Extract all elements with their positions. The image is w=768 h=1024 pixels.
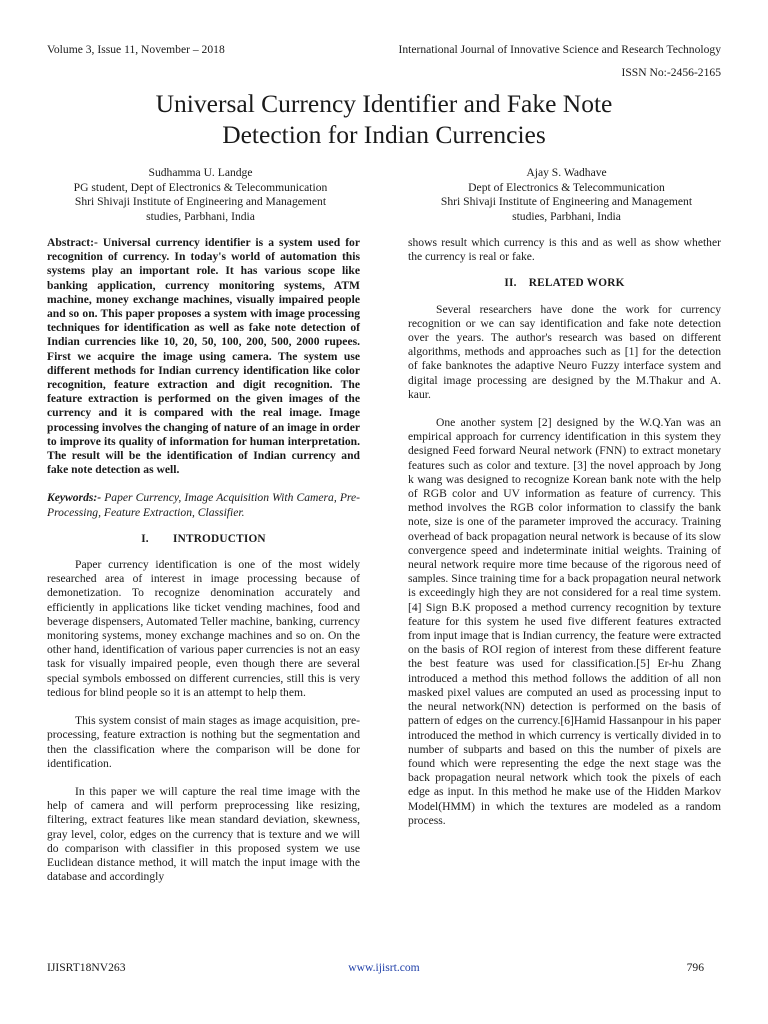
paper-title	[60, 88, 708, 150]
author-name: Ajay S. Wadhave	[526, 166, 607, 179]
paper-title-line-2: Detection for Indian Currencies	[222, 120, 546, 149]
right-column	[408, 236, 721, 828]
paper-title-line-1: Universal Currency Identifier and Fake Note	[155, 89, 613, 118]
keywords-paragraph	[47, 491, 360, 519]
body-paragraph: In this paper we will capture the real time image with the help of camera and will perform preprocessing like resizing, filtering, extract features like mean standard deviation, skewness, gray level, color, edges on the currency that is texture and we will do comparison with classifier in this proposed system we use Euclidean distance method, it will match the input image with the database and accordingly	[47, 784, 360, 884]
section-heading-related-work: II. RELATED WORK	[504, 277, 625, 290]
author-block-1	[43, 166, 358, 224]
left-column	[47, 236, 360, 884]
author-affiliation: PG student, Dept of Electronics & Telecommunication	[73, 180, 328, 194]
author-name: Sudhamma U. Landge	[148, 166, 253, 179]
keywords-label: Keywords:-	[47, 491, 102, 505]
author-affiliation: studies, Parbhani, India	[146, 209, 255, 223]
author-affiliation: Shri Shivaji Institute of Engineering and Management	[74, 195, 327, 208]
running-header-volume: Volume 3, Issue 11, November – 2018	[47, 43, 225, 56]
author-affiliation: Shri Shivaji Institute of Engineering and Management	[440, 195, 693, 208]
keywords-text: Paper Currency, Image Acquisition With Camera, Pre-Processing, Feature Extraction, Classifier.	[47, 491, 360, 519]
body-paragraph: Paper currency identification is one of the most widely researched area of interest in image processing because of demonetization. To recognize denomination accurately and efficiently in applications like ticket vending machines, food and beverage dispensers, Automated Teller machine, banking, currency monitoring systems, money exchange machines and so on. On the other hand, identification of various paper currencies is not an easy task for visually impaired people, even though there are several special symbols embossed on different currencies, still this is very tedious for blind people so it is an attempt to help them.	[47, 558, 360, 699]
body-paragraph: One another system [2] designed by the W.Q.Yan was an empirical approach for currency identification in this system they designed Feed forward Neural network (FNN) to extract monetary features such as color and texture. [3] the novel approach by Jong k wang was designed to recognize Korean bank note with the help of RGB color and UV information as feature of currency. This method involves the RGB color information to classify the bank note, size is one of the parameter improved the accuracy. Training overhead of back propagation neural network is because of its slow convergence speed and indeterminate initial weights. Training of neural network require more time because of the rigorous need of samples. Since training time for a back propagation neural network is exceedingly high they are not considered for a real time system. [4] Sign B.K proposed a method currency recognition by texture feature for this system he used five different features extracted from input image that is Indian currency, the feature were extracted on the basis of ROI region of interest from these different feature the best feature was used for classification.[5] Er-hu Zhang introduced a method this method follows the addition of all non masked pixel values are computed an used as processing input to the neural network(NN) detection is performed on the basis of pattern of edges on the currency.[6]Hamid Hassanpour in his paper introduced the method in which currency is vertically divided in to number of subparts and based on this the number of pixels are found which were representing the edge the next stage was the back propagation neural network which took the pixels of each edge as input. In this method he make use of the Hidden Markov Model(HMM) in which the textures are modeled as a random process.	[408, 416, 721, 827]
body-paragraph: Several researchers have done the work for currency recognition or we can say identification and fake note detection over the years. The author's research was based on different algorithms, methods and approaches such as [1] for the detection of fake banknotes the adaptive Neuro Fuzzy interface system and digital image processing are designed by the M.Thakur and A. kaur.	[408, 302, 721, 401]
author-affiliation: Dept of Electronics & Telecommunication	[468, 180, 665, 194]
abstract-paragraph: Abstract:- Universal currency identifier is a system used for recognition of currency. In today's world of automation this systems play an important role. It has various scope like banking application, currency monitoring systems, ATM machine, money exchange machines, visually impaired people and so on. This paper proposes a system with image processing techniques for identification as well as fake note detection of Indian currencies like 10, 20, 50, 100, 200, 500, 2000 rupees. First we acquire the image using camera. The system use different methods for Indian currency identification like color recognition, feature extraction and digit recognition. The feature extraction is performed on the given images of the currency and it is compared with the real image. Image processing involves the changing of nature of an image in order to improve its quality of information for human interpretation. The result will be the identification of Indian currency and fake note detection as well.	[47, 236, 360, 477]
section-heading-introduction: I. INTRODUCTION	[141, 532, 266, 545]
author-block-2	[409, 166, 724, 224]
page-number: 796	[686, 961, 704, 974]
footer-paper-id: IJISRT18NV263	[47, 961, 126, 974]
body-paragraph-continuation: shows result which currency is this and as well as show whether the currency is real or fake.	[408, 236, 721, 264]
body-paragraph: This system consist of main stages as image acquisition, pre-processing, feature extraction is nothing but the segmentation and then the classification where the comparison will be done for identification.	[47, 714, 360, 770]
running-header-journal: International Journal of Innovative Science and Research Technology	[398, 43, 721, 56]
footer-website-link[interactable]: www.ijisrt.com	[348, 961, 420, 974]
author-affiliation: studies, Parbhani, India	[512, 209, 621, 223]
issn-label: ISSN No:-2456-2165	[621, 66, 721, 79]
